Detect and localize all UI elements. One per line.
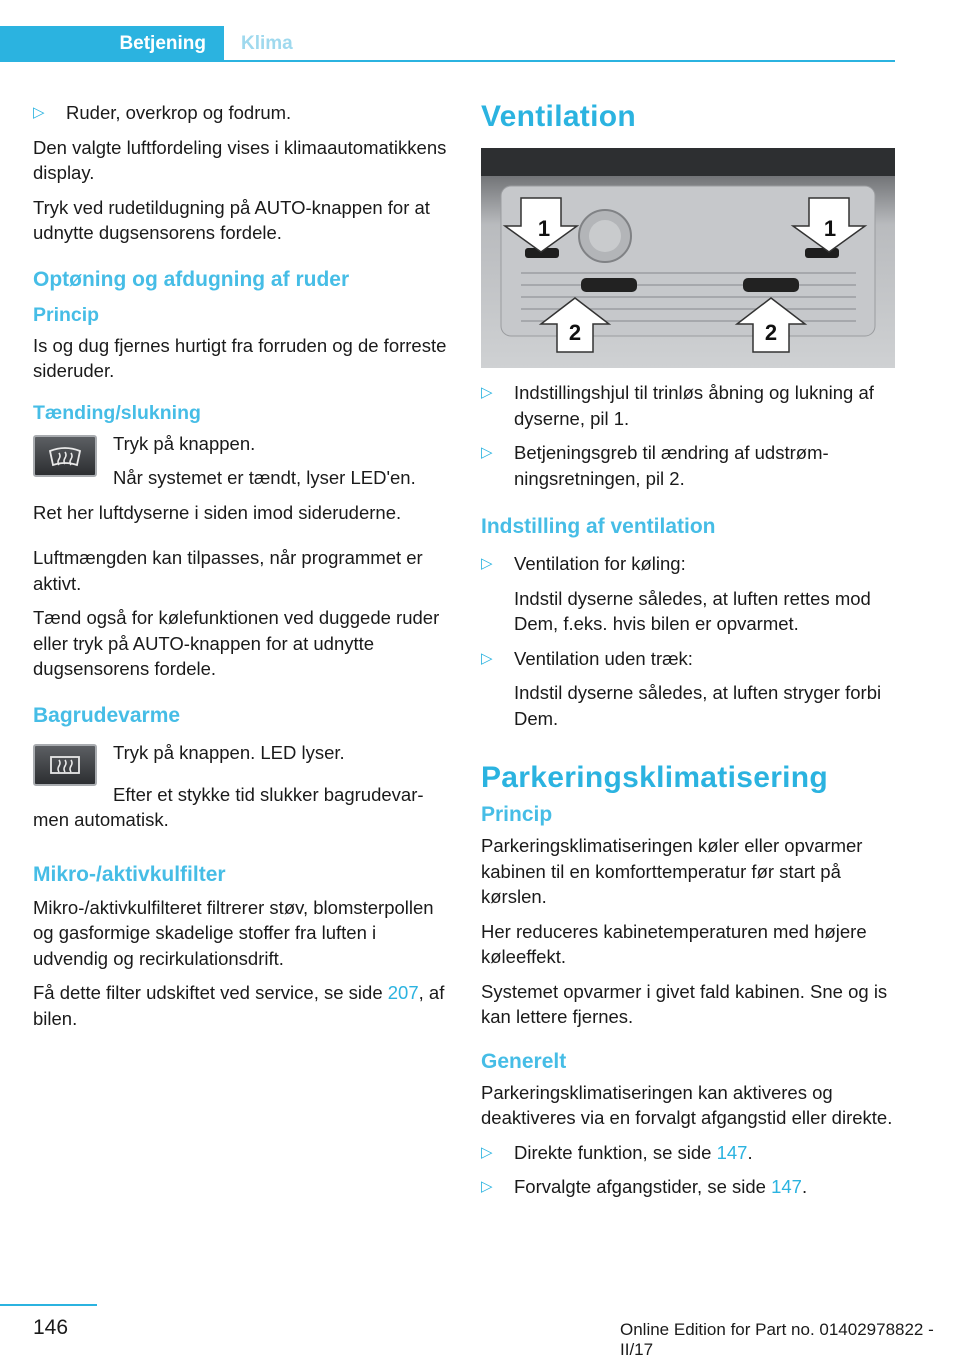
rear-defrost-instruction: Tryk på knappen. LED lyser.	[33, 740, 447, 792]
list-item: ▷ Betjeningsgreb til ændring af udstrømningsretningen, pil 2.	[481, 442, 829, 489]
left-column	[33, 100, 447, 1040]
paragraph: Ret her luftdyserne i siden imod sideruderne.	[33, 501, 402, 523]
section-heading-rear-defrost: Bagrudevarme	[33, 703, 181, 727]
list-item-detail: Indstil dyserne således, at luften rettes mod Dem, f.eks. hvis bilen er opvarmet.	[514, 587, 871, 634]
triangle-bullet-icon: ▷	[33, 104, 45, 121]
triangle-bullet-icon: ▷	[481, 555, 493, 572]
section-heading-parking-climate: Parkeringsklimatisering	[481, 761, 829, 794]
subheading-princip: Princip	[481, 803, 553, 826]
triangle-bullet-icon: ▷	[481, 649, 493, 667]
triangle-bullet-icon: ▷	[481, 444, 493, 461]
section-heading-set-ventilation: Indstilling af ventilation	[481, 515, 716, 538]
page-link-147[interactable]: 147	[771, 1176, 802, 1197]
edition-note: Online Edition for Part no. 01402978822 - II/17	[620, 1320, 934, 1359]
section-heading-ventilation: Ventilation	[481, 100, 636, 133]
list-item-detail: Indstil dyserne således, at luften stryger forbi Dem.	[514, 682, 882, 729]
defrost-instruction: Tryk på knappen. Når systemet er tændt, lyser LED'en.	[33, 431, 447, 491]
windshield-defrost-icon	[33, 435, 97, 477]
page-link-147[interactable]: 147	[716, 1141, 748, 1163]
paragraph: Parkeringsklimatiseringen køler eller opvarmer kabinen til en komforttemperatur før start på kørslen.	[481, 835, 863, 907]
paragraph: Parkeringsklimatiseringen kan aktiveres og deaktiveres via en forvalgt afgangstid eller direkte.	[481, 1081, 893, 1128]
list-item: ▷ Direkte funktion, se side 147.	[481, 1140, 895, 1166]
rear-window-defrost-icon	[33, 744, 97, 786]
header-tabs	[0, 26, 895, 62]
paragraph: Den valgte luftfordeling vises i klimaautomatikkens display.	[33, 136, 447, 183]
triangle-bullet-icon: ▷	[481, 384, 493, 401]
paragraph: Systemet opvarmer i givet fald kabinen. Sne og is kan lettere fjernes.	[481, 980, 888, 1027]
list-item: ▷ Ventilation uden træk:	[481, 646, 895, 672]
paragraph: Mikro-/aktivkulfilteret filtrerer støv, blomsterpollen og gasformige skadelige stoffer fra luften i udvendig og recirkulationsdrift.	[33, 896, 434, 969]
list-item: ▷ Forvalgte afgangstider, se side 147.	[481, 1174, 895, 1200]
tab-klima[interactable]: Klima	[241, 33, 293, 54]
footer-rule	[0, 1304, 97, 1306]
list-item: ▷ Indstillingshjul til trinløs åbning og lukning af dyserne, pil 1.	[481, 382, 874, 429]
subheading-princip: Princip	[33, 303, 100, 326]
paragraph: Luftmængden kan tilpasses, når programmet er aktivt.	[33, 547, 423, 594]
page-number: 146	[33, 1316, 69, 1339]
tab-betjening[interactable]: Betjening	[0, 26, 224, 62]
paragraph: Her reduceres kabinetemperaturen med højere køleeffekt.	[481, 920, 867, 967]
subheading-on-off: Tænding/slukning	[33, 401, 201, 424]
right-column	[481, 100, 895, 1209]
ventilation-photo	[481, 148, 895, 368]
paragraph: Efter et stykke tid slukker bagrudevarmen automatisk.	[33, 783, 424, 830]
paragraph: Få dette filter udskiftet ved service, se side 207, af bilen.	[33, 982, 445, 1029]
header-rule	[224, 60, 895, 62]
page-link-207[interactable]: 207	[387, 982, 419, 1003]
list-item: ▷ Ruder, overkrop og fodrum.	[33, 100, 447, 126]
photo-label-1-right: 1	[823, 216, 837, 241]
section-heading-filter: Mikro-/aktivkulfilter	[33, 862, 226, 886]
paragraph: Tryk ved rudetildugning på AUTO-knappen for at udnytte dugsensorens fordele.	[33, 196, 430, 243]
section-heading-defrost: Optøning og afdugning af ruder	[33, 267, 350, 291]
paragraph: Is og dug fjernes hurtigt fra forruden og de forreste sideruder.	[33, 334, 447, 381]
photo-label-2-left: 2	[568, 320, 582, 345]
photo-label-2-right: 2	[764, 320, 778, 345]
list-item: ▷ Ventilation for køling:	[481, 551, 895, 577]
triangle-bullet-icon: ▷	[481, 1178, 493, 1195]
photo-label-1-left: 1	[537, 216, 551, 241]
triangle-bullet-icon: ▷	[481, 1143, 493, 1161]
subheading-general: Generelt	[481, 1049, 567, 1073]
paragraph: Tænd også for kølefunktionen ved duggede ruder eller tryk på AUTO-knappen for at udnytte dugsensorens fordele.	[33, 607, 440, 679]
